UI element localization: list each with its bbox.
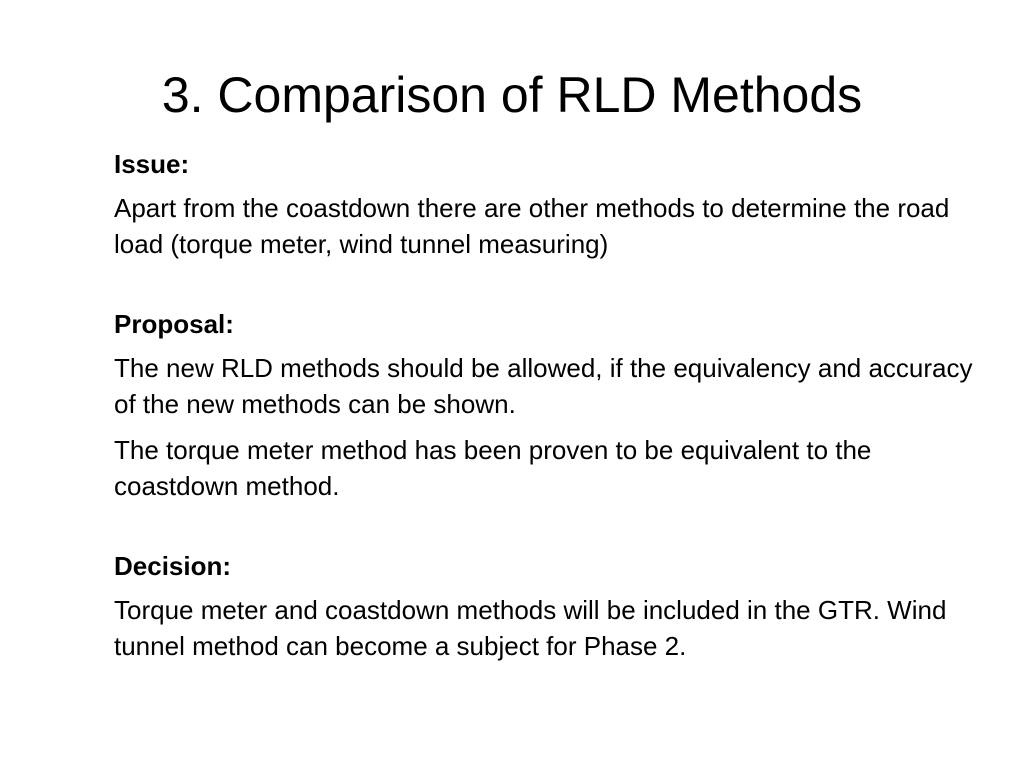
decision-heading: Decision:	[114, 551, 232, 581]
proposal-paragraph-1: The new RLD methods should be allowed, if the equivalency and accuracy of the new methods can be shown.	[114, 353, 973, 419]
decision-section	[114, 548, 984, 664]
issue-paragraph: Apart from the coastdown there are other methods to determine the road load (torque meter, wind tunnel measuring)	[114, 193, 950, 259]
decision-paragraph: Torque meter and coastdown methods will be included in the GTR. Wind tunnel method can become a subject for Phase 2.	[114, 595, 947, 661]
slide-body	[114, 146, 984, 674]
section-spacer	[114, 514, 984, 548]
issue-heading: Issue:	[114, 149, 190, 179]
proposal-heading: Proposal:	[114, 309, 234, 339]
slide-title: 3. Comparison of RLD Methods	[161, 67, 863, 123]
section-spacer	[114, 272, 984, 306]
proposal-section	[114, 306, 984, 504]
proposal-paragraph-2: The torque meter method has been proven to be equivalent to the coastdown method.	[114, 435, 872, 501]
issue-section	[114, 146, 984, 262]
